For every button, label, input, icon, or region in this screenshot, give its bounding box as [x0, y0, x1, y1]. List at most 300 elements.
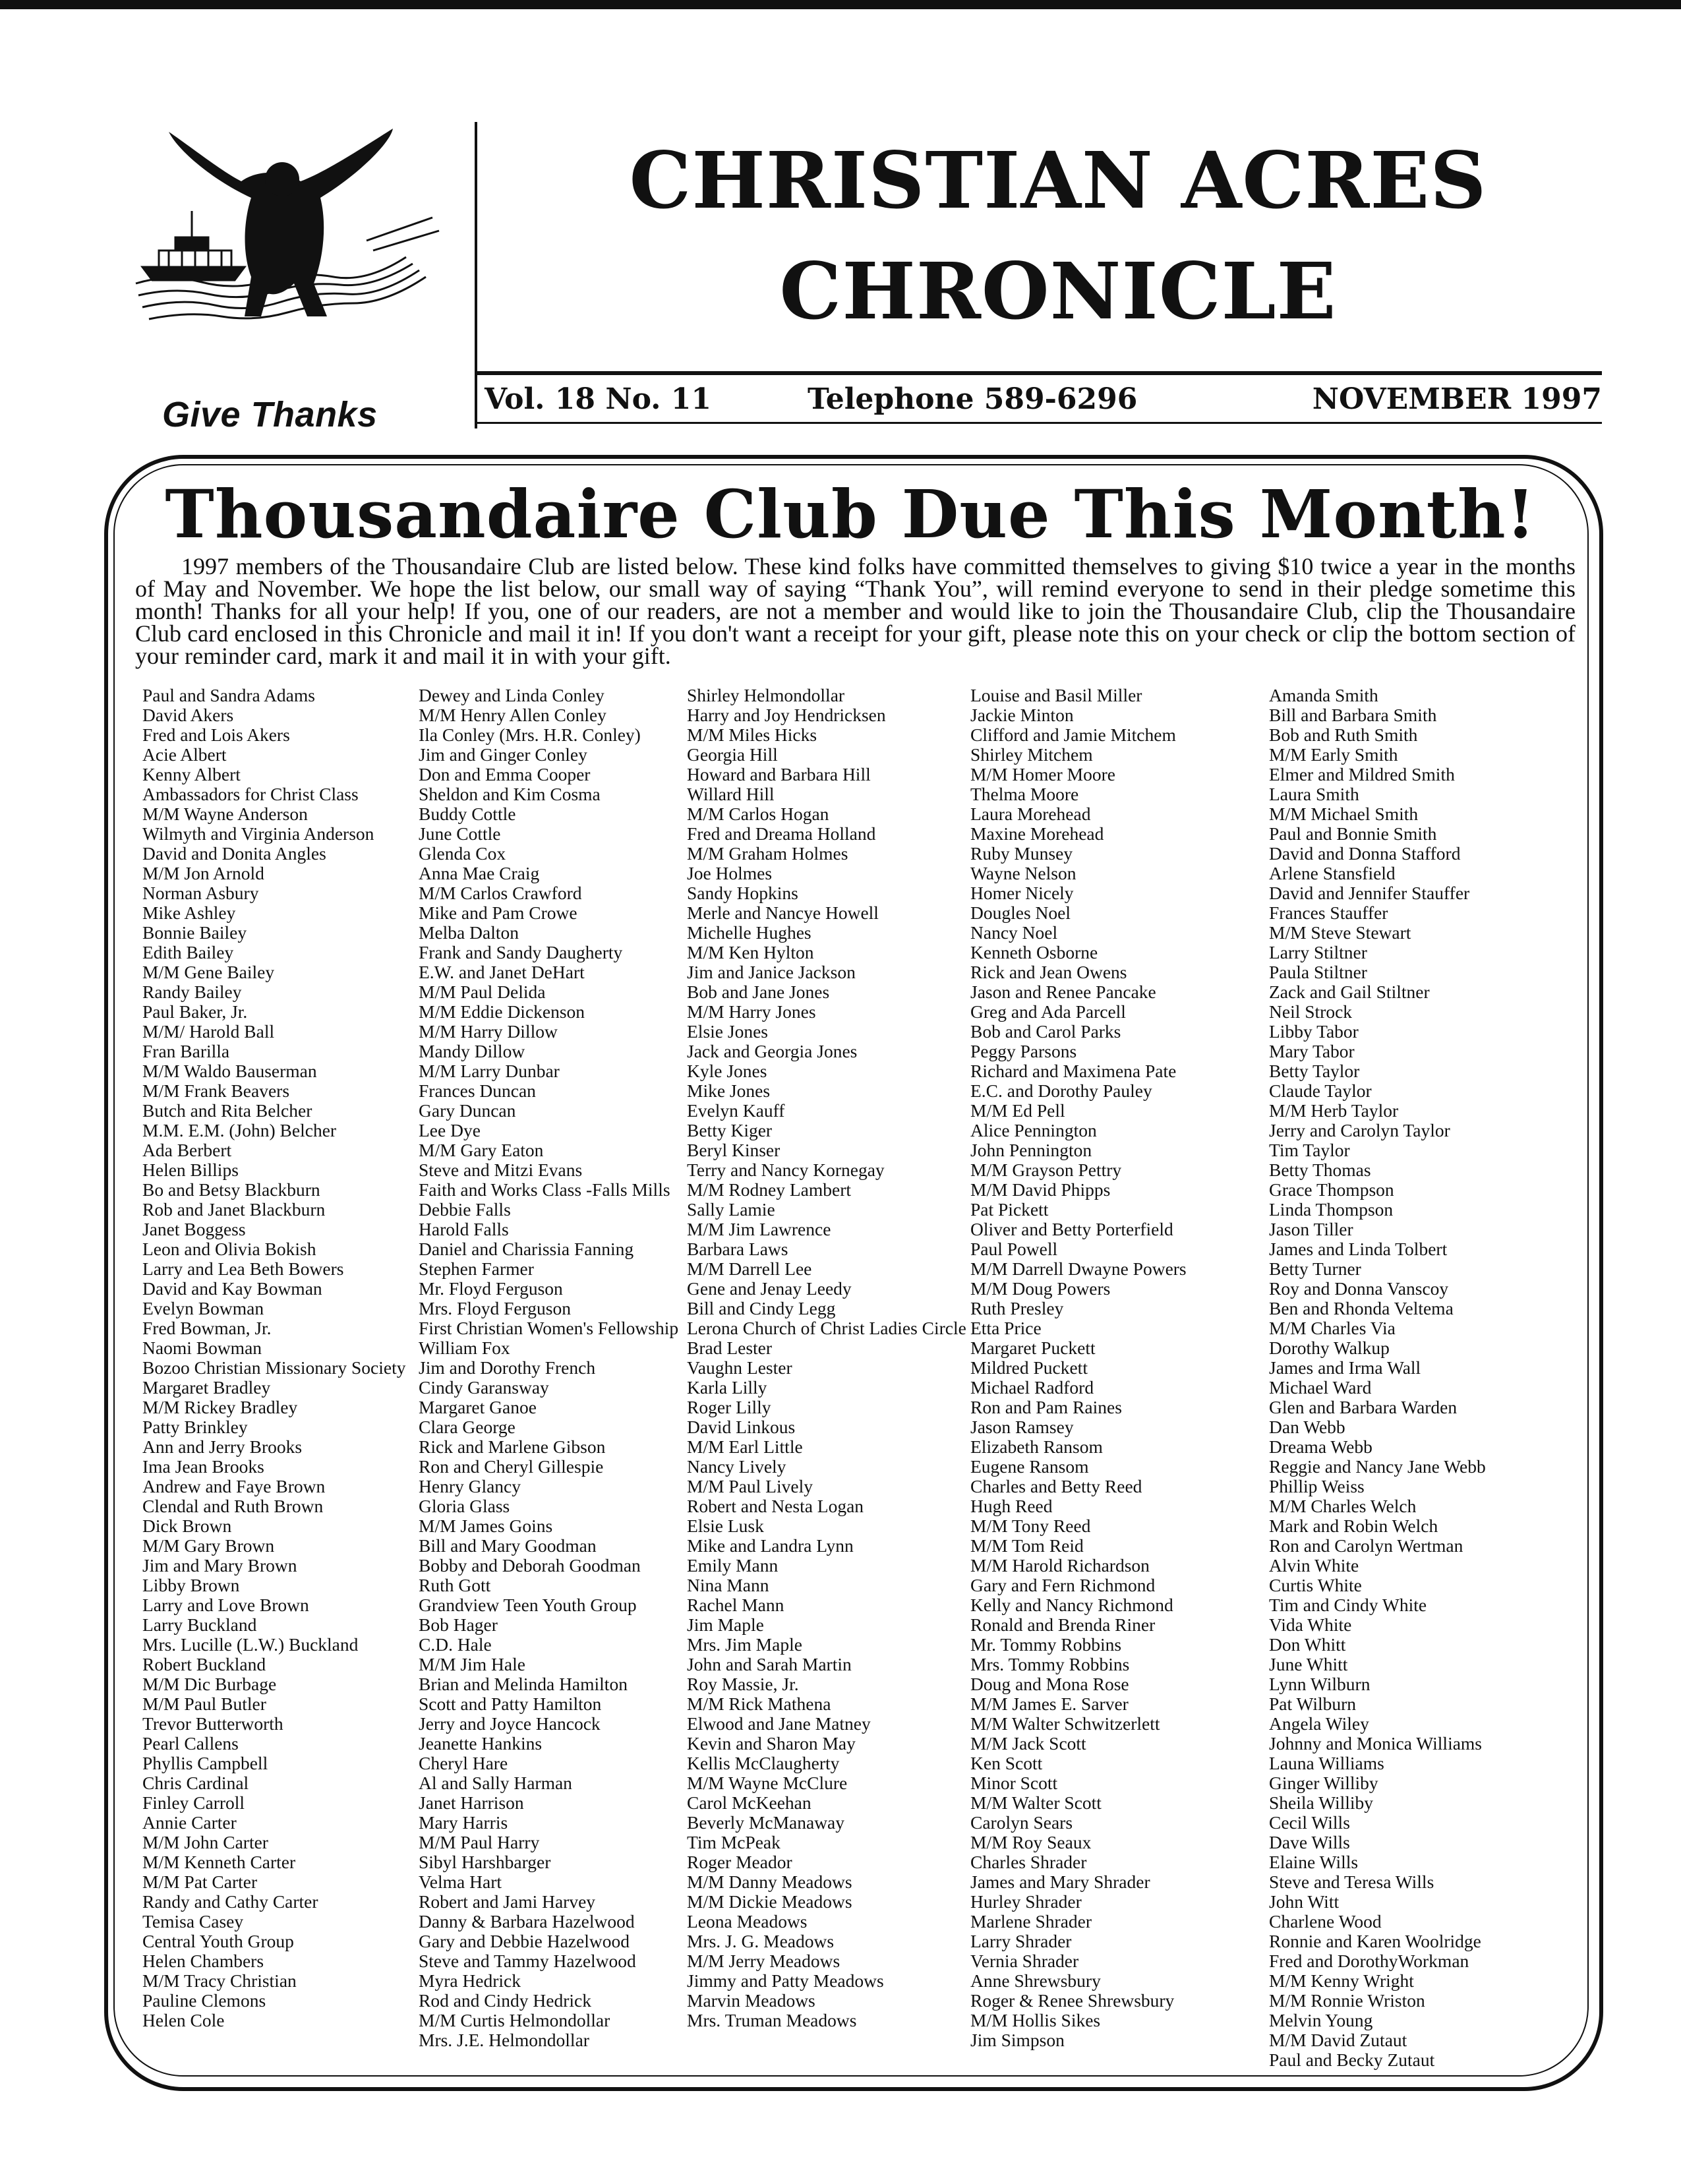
member-name: Harold Falls: [419, 1219, 509, 1239]
member-name: Zack and Gail Stiltner: [1269, 982, 1430, 1002]
member-name: Robert Buckland: [142, 1654, 266, 1674]
member-name: Reggie and Nancy Jane Webb: [1269, 1456, 1486, 1477]
member-name: Tim McPeak: [687, 1832, 781, 1852]
member-name: Phillip Weiss: [1269, 1476, 1365, 1496]
member-name: Kyle Jones: [687, 1061, 767, 1081]
member-name: M/M Waldo Bauserman: [142, 1061, 317, 1081]
member-name: Neil Strock: [1269, 1001, 1353, 1022]
member-name: Doug and Mona Rose: [970, 1674, 1129, 1694]
member-name: Bob and Ruth Smith: [1269, 724, 1418, 745]
member-name: June Cottle: [419, 823, 501, 844]
member-name: Brian and Melinda Hamilton: [419, 1674, 628, 1694]
member-name: Ann and Jerry Brooks: [142, 1436, 303, 1457]
member-name: Bill and Barbara Smith: [1269, 705, 1437, 725]
member-name: Larry and Lea Beth Bowers: [142, 1258, 344, 1279]
member-name: Sally Lamie: [687, 1199, 775, 1220]
member-name: Betty Taylor: [1269, 1061, 1360, 1081]
member-list-column-1: [142, 686, 406, 2030]
member-name: Helen Chambers: [142, 1951, 264, 1971]
member-name: John and Sarah Martin: [687, 1654, 852, 1674]
member-name: Leona Meadows: [687, 1911, 808, 1932]
member-name: Fred and DorothyWorkman: [1269, 1951, 1469, 1971]
member-name: James and Mary Shrader: [970, 1872, 1150, 1892]
member-name: Greg and Ada Parcell: [970, 1001, 1126, 1022]
member-name: Dewey and Linda Conley: [419, 685, 605, 705]
member-name: Harry and Joy Hendricksen: [687, 705, 886, 725]
member-name: Hurley Shrader: [970, 1891, 1082, 1912]
member-name: M/M Dickie Meadows: [687, 1891, 852, 1912]
member-name: Clara George: [419, 1417, 516, 1437]
member-name: Cindy Garansway: [419, 1377, 549, 1398]
member-name: M/M Hollis Sikes: [970, 2010, 1101, 2030]
raised-arms-logo-icon: [129, 119, 446, 343]
member-name: Anna Mae Craig: [419, 863, 540, 883]
member-name: David Linkous: [687, 1417, 796, 1437]
member-name: Jim and Ginger Conley: [419, 744, 587, 765]
member-name: M/M David Zutaut: [1269, 2030, 1407, 2050]
member-name: Margaret Ganoe: [419, 1397, 537, 1417]
member-name: Robert and Nesta Logan: [687, 1496, 864, 1516]
member-name: Mrs. Jim Maple: [687, 1634, 802, 1655]
member-name: Grace Thompson: [1269, 1179, 1394, 1200]
member-name: Glenda Cox: [419, 843, 506, 864]
member-name: Cecil Wills: [1269, 1812, 1350, 1833]
member-name: Oliver and Betty Porterfield: [970, 1219, 1173, 1239]
member-name: Mildred Puckett: [970, 1357, 1088, 1378]
member-name: Norman Asbury: [142, 883, 259, 903]
article-headline: Thousandaire Club Due This Month!: [165, 475, 1536, 553]
member-name: Libby Tabor: [1269, 1021, 1359, 1042]
member-name: Etta Price: [970, 1318, 1042, 1338]
member-name: Gary and Fern Richmond: [970, 1575, 1156, 1595]
member-name: Betty Turner: [1269, 1258, 1361, 1279]
top-rule: [0, 0, 1681, 9]
member-name: Vernia Shrader: [970, 1951, 1079, 1971]
member-name: Don Whitt: [1269, 1634, 1346, 1655]
member-name: Jim and Mary Brown: [142, 1555, 297, 1576]
member-name: M/M Miles Hicks: [687, 724, 817, 745]
member-name: Larry and Love Brown: [142, 1595, 309, 1615]
member-name: M/M Homer Moore: [970, 764, 1115, 784]
member-name: Jim and Janice Jackson: [687, 962, 856, 982]
member-name: Phyllis Campbell: [142, 1753, 268, 1773]
member-name: Nancy Noel: [970, 922, 1058, 943]
member-name: Paul Powell: [970, 1239, 1058, 1259]
member-name: M/M Walter Schwitzerlett: [970, 1713, 1160, 1734]
member-name: Myra Hedrick: [419, 1970, 521, 1991]
member-name: Paul and Sandra Adams: [142, 685, 315, 705]
member-name: Rob and Janet Blackburn: [142, 1199, 326, 1220]
member-name: Curtis White: [1269, 1575, 1362, 1595]
member-name: Shirley Mitchem: [970, 744, 1093, 765]
member-name: Leon and Olivia Bokish: [142, 1239, 316, 1259]
member-name: M/M Darrell Dwayne Powers: [970, 1258, 1187, 1279]
member-name: Larry Buckland: [142, 1614, 257, 1635]
member-name: Steve and Mitzi Evans: [419, 1160, 583, 1180]
tagline: Give Thanks: [162, 395, 378, 434]
member-name: M/M Charles Via: [1269, 1318, 1396, 1338]
member-name: Paul and Becky Zutaut: [1269, 2050, 1435, 2070]
member-name: Johnny and Monica Williams: [1269, 1733, 1483, 1754]
member-name: Libby Brown: [142, 1575, 240, 1595]
member-name: Jimmy and Patty Meadows: [687, 1970, 884, 1991]
member-name: Jason Ramsey: [970, 1417, 1074, 1437]
member-name: Launa Williams: [1269, 1753, 1384, 1773]
member-name: M/M Eddie Dickenson: [419, 1001, 585, 1022]
member-name: Mr. Floyd Ferguson: [419, 1278, 563, 1299]
member-name: Bill and Cindy Legg: [687, 1298, 836, 1318]
member-name: Roger Lilly: [687, 1397, 771, 1417]
member-name: Rick and Jean Owens: [970, 962, 1127, 982]
member-name: Bob and Carol Parks: [970, 1021, 1121, 1042]
member-name: M/M Gary Brown: [142, 1535, 275, 1556]
member-name: Elizabeth Ransom: [970, 1436, 1103, 1457]
member-name: Al and Sally Harman: [419, 1773, 572, 1793]
member-name: Velma Hart: [419, 1872, 502, 1892]
member-name: E.W. and Janet DeHart: [419, 962, 585, 982]
member-name: Mrs. Floyd Ferguson: [419, 1298, 571, 1318]
volume-number: Vol. 18 No. 11: [485, 382, 712, 416]
member-name: Daniel and Charissia Fanning: [419, 1239, 634, 1259]
member-name: Mrs. J.E. Helmondollar: [419, 2030, 589, 2050]
member-name: M/M Ken Hylton: [687, 942, 814, 962]
member-name: M/M Roy Seaux: [970, 1832, 1092, 1852]
member-name: Angela Wiley: [1269, 1713, 1369, 1734]
member-name: Mandy Dillow: [419, 1041, 525, 1061]
member-name: David and Kay Bowman: [142, 1278, 322, 1299]
member-name: Bob Hager: [419, 1614, 498, 1635]
member-name: M/M Paul Lively: [687, 1476, 813, 1496]
member-name: Louise and Basil Miller: [970, 685, 1142, 705]
member-name: Sheila Williby: [1269, 1792, 1374, 1813]
member-name: M/M Harold Richardson: [970, 1555, 1150, 1576]
member-name: M/M Rodney Lambert: [687, 1179, 851, 1200]
member-name: Bonnie Bailey: [142, 922, 247, 943]
member-name: Glen and Barbara Warden: [1269, 1397, 1458, 1417]
masthead-rule-top: [475, 371, 1602, 375]
member-name: M/M David Phipps: [970, 1179, 1111, 1200]
member-name: Helen Billips: [142, 1160, 239, 1180]
member-name: M/M James Goins: [419, 1516, 553, 1536]
member-name: Melvin Young: [1269, 2010, 1373, 2030]
member-name: Randy and Cathy Carter: [142, 1891, 318, 1912]
member-name: Sheldon and Kim Cosma: [419, 784, 601, 804]
member-name: Gene and Jenay Leedy: [687, 1278, 852, 1299]
member-list-column-2: [419, 686, 678, 2050]
member-name: Paula Stiltner: [1269, 962, 1367, 982]
member-name: Anne Shrewsbury: [970, 1970, 1101, 1991]
member-name: Dougles Noel: [970, 902, 1071, 923]
member-name: Ruby Munsey: [970, 843, 1073, 864]
member-name: Kevin and Sharon May: [687, 1733, 856, 1754]
member-name: Claude Taylor: [1269, 1080, 1372, 1101]
member-name: Cheryl Hare: [419, 1753, 508, 1773]
member-name: Buddy Cottle: [419, 804, 516, 824]
member-name: M.M. E.M. (John) Belcher: [142, 1120, 337, 1140]
member-name: Wayne Nelson: [970, 863, 1076, 883]
member-name: Henry Glancy: [419, 1476, 521, 1496]
member-name: Pat Wilburn: [1269, 1694, 1357, 1714]
member-name: Gary Duncan: [419, 1100, 516, 1121]
member-name: M/M Tony Reed: [970, 1516, 1091, 1536]
member-name: M/M Ronnie Wriston: [1269, 1990, 1425, 2011]
member-name: M/M Pat Carter: [142, 1872, 258, 1892]
member-name: Ron and Pam Raines: [970, 1397, 1122, 1417]
member-name: Betty Kiger: [687, 1120, 773, 1140]
member-name: First Christian Women's Fellowship: [419, 1318, 679, 1338]
member-name: Fred and Dreama Holland: [687, 823, 876, 844]
member-name: Minor Scott: [970, 1773, 1058, 1793]
member-name: M/M Rickey Bradley: [142, 1397, 298, 1417]
member-name: Ruth Presley: [970, 1298, 1064, 1318]
member-name: M/M Jack Scott: [970, 1733, 1086, 1754]
member-name: Maxine Morehead: [970, 823, 1104, 844]
member-name: Marvin Meadows: [687, 1990, 815, 2011]
article-intro: 1997 members of the Thousandaire Club are listed below. These kind folks have committed themselves to giving $10 twice a year in the months of May and November. We hope the list below, our small way of saying “Thank You”, will remind everyone to send in their pledge sometime this month! Thanks for all your help! If you, one of our readers, are not a member and would like to join the Thousandaire Club, clip the Thousandaire Club card enclosed in this Chronicle and mail it in! If you don't want a receipt for your gift, please note this on your check or clip the bottom section of your reminder card, mark it and mail it in with your gift.: [135, 553, 1576, 669]
member-name: Mike and Pam Crowe: [419, 902, 577, 923]
member-name: Mary Harris: [419, 1812, 508, 1833]
member-name: Andrew and Faye Brown: [142, 1476, 326, 1496]
member-name: Ada Berbert: [142, 1140, 232, 1160]
member-name: Steve and Tammy Hazelwood: [419, 1951, 636, 1971]
member-name: Mike Jones: [687, 1080, 771, 1101]
member-name: Clifford and Jamie Mitchem: [970, 724, 1176, 745]
member-name: Ima Jean Brooks: [142, 1456, 264, 1477]
member-name: Fred Bowman, Jr.: [142, 1318, 272, 1338]
member-name: Pat Pickett: [970, 1199, 1049, 1220]
member-name: M/M Harry Jones: [687, 1001, 816, 1022]
member-name: Jim Simpson: [970, 2030, 1065, 2050]
member-name: Karla Lilly: [687, 1377, 767, 1398]
member-name: Alvin White: [1269, 1555, 1359, 1576]
member-name: Sibyl Harshbarger: [419, 1852, 551, 1872]
member-name: C.D. Hale: [419, 1634, 492, 1655]
member-name: Robert and Jami Harvey: [419, 1891, 596, 1912]
member-name: Butch and Rita Belcher: [142, 1100, 312, 1121]
member-name: Helen Cole: [142, 2010, 225, 2030]
member-name: Charlene Wood: [1269, 1911, 1382, 1932]
member-name: Jeanette Hankins: [419, 1733, 543, 1754]
member-name: M/M Charles Welch: [1269, 1496, 1417, 1516]
member-name: Jason Tiller: [1269, 1219, 1353, 1239]
member-name: Ben and Rhonda Veltema: [1269, 1298, 1454, 1318]
member-name: Steve and Teresa Wills: [1269, 1872, 1434, 1892]
member-list-column-3: [687, 686, 966, 2030]
member-name: Larry Shrader: [970, 1931, 1072, 1951]
member-name: Howard and Barbara Hill: [687, 764, 871, 784]
member-name: Paul Baker, Jr.: [142, 1001, 248, 1022]
member-name: Beryl Kinser: [687, 1140, 781, 1160]
member-name: Dreama Webb: [1269, 1436, 1372, 1457]
member-name: Gloria Glass: [419, 1496, 510, 1516]
member-name: Finley Carroll: [142, 1792, 245, 1813]
member-name: M/M Ed Pell: [970, 1100, 1065, 1121]
member-name: Bobby and Deborah Goodman: [419, 1555, 641, 1576]
masthead-divider: [475, 122, 477, 428]
member-name: Barbara Laws: [687, 1239, 788, 1259]
member-name: Emily Mann: [687, 1555, 779, 1576]
member-name: Edith Bailey: [142, 942, 234, 962]
member-name: M/M Michael Smith: [1269, 804, 1419, 824]
member-name: Mrs. J. G. Meadows: [687, 1931, 835, 1951]
member-name: Elmer and Mildred Smith: [1269, 764, 1455, 784]
member-name: Ambassadors for Christ Class: [142, 784, 359, 804]
member-name: John Pennington: [970, 1140, 1092, 1160]
member-name: M/M Walter Scott: [970, 1792, 1102, 1813]
member-list-column-5: [1269, 686, 1486, 2070]
member-name: Elsie Jones: [687, 1021, 768, 1042]
member-name: Jim and Dorothy French: [419, 1357, 596, 1378]
member-name: M/M Kenny Wright: [1269, 1970, 1414, 1991]
member-name: David and Jennifer Stauffer: [1269, 883, 1470, 903]
member-name: Charles Shrader: [970, 1852, 1087, 1872]
member-name: Elsie Lusk: [687, 1516, 764, 1536]
member-name: Peggy Parsons: [970, 1041, 1077, 1061]
masthead-rule-bottom: [475, 422, 1602, 424]
member-name: M/M Jim Lawrence: [687, 1219, 831, 1239]
member-name: M/M Early Smith: [1269, 744, 1398, 765]
member-name: June Whitt: [1269, 1654, 1348, 1674]
member-name: Rick and Marlene Gibson: [419, 1436, 606, 1457]
member-name: M/M Larry Dunbar: [419, 1061, 560, 1081]
member-name: Thelma Moore: [970, 784, 1079, 804]
member-name: Beverly McManaway: [687, 1812, 845, 1833]
member-name: Larry Stiltner: [1269, 942, 1367, 962]
member-name: M/M Earl Little: [687, 1436, 803, 1457]
member-name: M/M Harry Dillow: [419, 1021, 558, 1042]
member-name: Nina Mann: [687, 1575, 769, 1595]
member-name: Central Youth Group: [142, 1931, 294, 1951]
member-name: Frances Duncan: [419, 1080, 536, 1101]
member-name: Stephen Farmer: [419, 1258, 534, 1279]
member-name: Grandview Teen Youth Group: [419, 1595, 637, 1615]
member-name: William Fox: [419, 1338, 510, 1358]
member-name: Richard and Maximena Pate: [970, 1061, 1177, 1081]
member-name: Danny & Barbara Hazelwood: [419, 1911, 635, 1932]
member-name: Dan Webb: [1269, 1417, 1345, 1437]
member-name: Michelle Hughes: [687, 922, 811, 943]
member-name: Roger Meador: [687, 1852, 792, 1872]
member-name: M/M Graham Holmes: [687, 843, 848, 864]
member-name: Lynn Wilburn: [1269, 1674, 1371, 1694]
member-name: M/M Wayne Anderson: [142, 804, 308, 824]
member-name: M/M Doug Powers: [970, 1278, 1111, 1299]
member-name: Janet Harrison: [419, 1792, 524, 1813]
masthead-title-line2: CHRONICLE: [779, 245, 1337, 337]
member-name: Merle and Nancye Howell: [687, 902, 879, 923]
member-name: Mike and Landra Lynn: [687, 1535, 854, 1556]
member-name: Pearl Callens: [142, 1733, 239, 1754]
member-name: Ken Scott: [970, 1753, 1043, 1773]
member-name: Temisa Casey: [142, 1911, 244, 1932]
member-name: Michael Ward: [1269, 1377, 1372, 1398]
member-name: David Akers: [142, 705, 234, 725]
member-name: Ron and Carolyn Wertman: [1269, 1535, 1463, 1556]
member-name: Roger & Renee Shrewsbury: [970, 1990, 1175, 2011]
member-name: M/M Herb Taylor: [1269, 1100, 1399, 1121]
member-name: Jim Maple: [687, 1614, 764, 1635]
member-name: M/M James E. Sarver: [970, 1694, 1129, 1714]
member-name: Bob and Jane Jones: [687, 982, 830, 1002]
telephone-number: Telephone 589-6296: [808, 382, 1138, 416]
member-name: Linda Thompson: [1269, 1199, 1394, 1220]
member-name: James and Irma Wall: [1269, 1357, 1421, 1378]
member-name: Lee Dye: [419, 1120, 481, 1140]
member-name: Ginger Williby: [1269, 1773, 1378, 1793]
member-name: Mr. Tommy Robbins: [970, 1634, 1122, 1655]
member-name: Don and Emma Cooper: [419, 764, 591, 784]
member-name: Acie Albert: [142, 744, 227, 765]
member-name: M/M Paul Delida: [419, 982, 546, 1002]
member-name: Pauline Clemons: [142, 1990, 266, 2011]
member-name: M/M Danny Meadows: [687, 1872, 852, 1892]
member-name: Sandy Hopkins: [687, 883, 798, 903]
member-name: Alice Pennington: [970, 1120, 1097, 1140]
member-name: Naomi Bowman: [142, 1338, 262, 1358]
member-name: Bozoo Christian Missionary Society: [142, 1357, 406, 1378]
member-name: M/M Steve Stewart: [1269, 922, 1411, 943]
member-name: Brad Lester: [687, 1338, 773, 1358]
member-name: Frank and Sandy Daugherty: [419, 942, 623, 962]
member-name: Rod and Cindy Hedrick: [419, 1990, 591, 2011]
member-name: Frances Stauffer: [1269, 902, 1388, 923]
member-name: E.C. and Dorothy Pauley: [970, 1080, 1152, 1101]
member-name: Amanda Smith: [1269, 685, 1378, 705]
member-name: M/M Dic Burbage: [142, 1674, 277, 1694]
member-name: Ruth Gott: [419, 1575, 491, 1595]
member-name: M/M Darrell Lee: [687, 1258, 812, 1279]
member-name: Lerona Church of Christ Ladies Circle: [687, 1318, 966, 1338]
member-name: Margaret Bradley: [142, 1377, 271, 1398]
member-name: David and Donna Stafford: [1269, 843, 1461, 864]
member-name: M/M Jim Hale: [419, 1654, 525, 1674]
member-name: Shirley Helmondollar: [687, 685, 845, 705]
member-name: Clendal and Ruth Brown: [142, 1496, 324, 1516]
member-name: Laura Smith: [1269, 784, 1359, 804]
member-name: Jack and Georgia Jones: [687, 1041, 858, 1061]
member-name: Elaine Wills: [1269, 1852, 1359, 1872]
member-name: Homer Nicely: [970, 883, 1074, 903]
member-name: M/M Kenneth Carter: [142, 1852, 296, 1872]
member-name: M/M Henry Allen Conley: [419, 705, 606, 725]
member-name: Kellis McClaugherty: [687, 1753, 840, 1773]
member-name: Jason and Renee Pancake: [970, 982, 1156, 1002]
member-name: Nancy Lively: [687, 1456, 786, 1477]
member-name: Evelyn Kauff: [687, 1100, 785, 1121]
member-name: Elwood and Jane Matney: [687, 1713, 871, 1734]
member-name: Patty Brinkley: [142, 1417, 248, 1437]
member-name: Bill and Mary Goodman: [419, 1535, 597, 1556]
member-name: Marlene Shrader: [970, 1911, 1092, 1932]
member-name: Margaret Puckett: [970, 1338, 1096, 1358]
member-name: Kenny Albert: [142, 764, 241, 784]
member-name: Gary and Debbie Hazelwood: [419, 1931, 630, 1951]
member-name: Betty Thomas: [1269, 1160, 1371, 1180]
member-name: M/M Gary Eaton: [419, 1140, 544, 1160]
member-name: Rachel Mann: [687, 1595, 784, 1615]
member-name: Jerry and Carolyn Taylor: [1269, 1120, 1450, 1140]
member-name: Jackie Minton: [970, 705, 1074, 725]
member-name: M/M Frank Beavers: [142, 1080, 290, 1101]
member-name: M/M Paul Harry: [419, 1832, 540, 1852]
member-name: Tim Taylor: [1269, 1140, 1350, 1160]
masthead-title: [501, 125, 1615, 347]
member-name: Joe Holmes: [687, 863, 773, 883]
member-name: Annie Carter: [142, 1812, 237, 1833]
member-name: Dick Brown: [142, 1516, 232, 1536]
member-name: Kenneth Osborne: [970, 942, 1098, 962]
member-name: Hugh Reed: [970, 1496, 1053, 1516]
